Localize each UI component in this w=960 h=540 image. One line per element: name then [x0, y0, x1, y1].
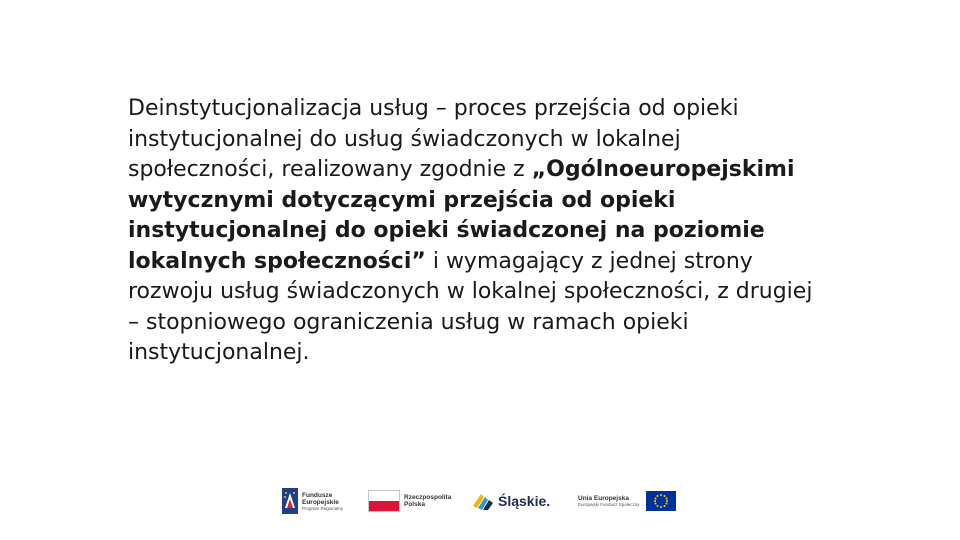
unia-europejska-logo	[574, 486, 676, 516]
unia-europejska-sub: Europejski Fundusz Społeczny	[578, 502, 640, 507]
slaskie-name: Śląskie.	[498, 493, 551, 509]
definition-text	[128, 94, 818, 369]
fundusze-europejskie-name: Fundusze Europejskie	[302, 491, 339, 506]
slaskie-logo	[472, 486, 556, 516]
fundusze-europejskie-sub: Program Regionalny	[302, 505, 344, 511]
fundusze-europejskie-emblem-icon	[282, 488, 298, 514]
eu-flag-icon	[646, 491, 676, 511]
definition-part-2: i wymagający z jednej strony rozwoju usług świadczonych w lokalnej społeczności, z drugiej – stopniowego ograniczenia usług w ramach opieki instytucjonalnej.	[128, 248, 813, 365]
funding-logo-bar	[282, 486, 676, 516]
slaskie-emblem-icon	[472, 491, 494, 511]
guidelines-title: „Ogólnoeuropejskimi wytycznymi dotyczącymi przejścia od opieki instytucjonalnej do opieki świadczonej na poziomie lokalnych społeczności”	[128, 157, 795, 274]
definition-part-1: Deinstytucjonalizacja usług – proces przejścia od opieki instytucjonalnej do usług świadczonych w lokalnej społeczności, realizowany zgodnie z	[128, 96, 739, 182]
fundusze-europejskie-logo	[282, 486, 348, 516]
rzeczpospolita-polska-name: Rzeczpospolita Polska	[404, 494, 452, 508]
polish-flag-icon	[368, 490, 400, 512]
rzeczpospolita-polska-logo	[368, 486, 458, 516]
unia-europejska-name: Unia Europejska	[578, 495, 629, 502]
